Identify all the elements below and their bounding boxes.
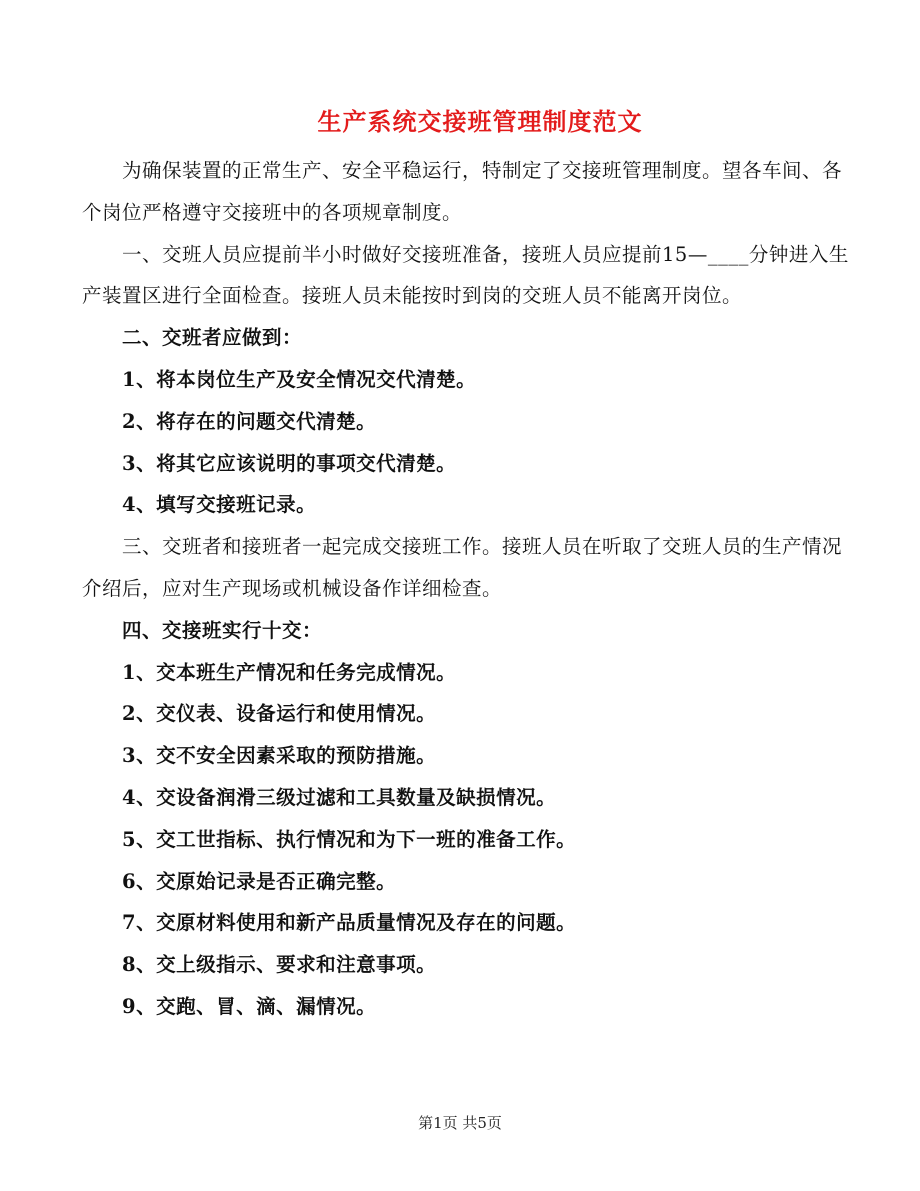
section-3-paragraph: 三、交班者和接班者一起完成交接班工作。接班人员在听取了交班人员的生产情况介绍后，应对生产现场或机械设备作详细检查。 [82,535,843,600]
document-title: 生产系统交接班管理制度范文 [317,107,643,136]
section-4-item-8: 8、交上级指示、要求和注意事项。 [122,953,437,977]
section-4-item-5: 5、交工世指标、执行情况和为下一班的准备工作。 [122,827,577,851]
section-2-item-2: 2、将存在的问题交代清楚。 [122,409,377,433]
section-4-item-6: 6、交原始记录是否正确完整。 [122,869,397,893]
section-4-item-1: 1、交本班生产情况和任务完成情况。 [122,660,457,684]
section-2-item-3: 3、将其它应该说明的事项交代清楚。 [122,451,457,475]
document-body [82,150,852,1028]
section-2-item-1: 1、将本岗位生产及安全情况交代清楚。 [122,367,477,391]
section-4-item-9: 9、交跑、冒、滴、漏情况。 [122,994,377,1018]
page-number: 第1页 共5页 [418,1114,502,1132]
section-4-item-3: 3、交不安全因素采取的预防措施。 [122,744,437,768]
section-4-item-7: 7、交原材料使用和新产品质量情况及存在的问题。 [122,911,577,935]
section-1-paragraph: 一、交班人员应提前半小时做好交接班准备，接班人员应提前15—____分钟进入生产装置区进行全面检查。接班人员未能按时到岗的交班人员不能离开岗位。 [82,242,849,308]
section-4-item-4: 4、交设备润滑三级过滤和工具数量及缺损情况。 [122,785,557,809]
section-2-item-4: 4、填写交接班记录。 [122,493,317,517]
section-4-item-2: 2、交仪表、设备运行和使用情况。 [122,702,437,726]
intro-paragraph: 为确保装置的正常生产、安全平稳运行，特制定了交接班管理制度。望各车间、各个岗位严格遵守交接班中的各项规章制度。 [82,159,843,224]
section-2-heading: 二、交班者应做到： [122,326,303,350]
section-4-heading: 四、交接班实行十交： [122,618,323,642]
